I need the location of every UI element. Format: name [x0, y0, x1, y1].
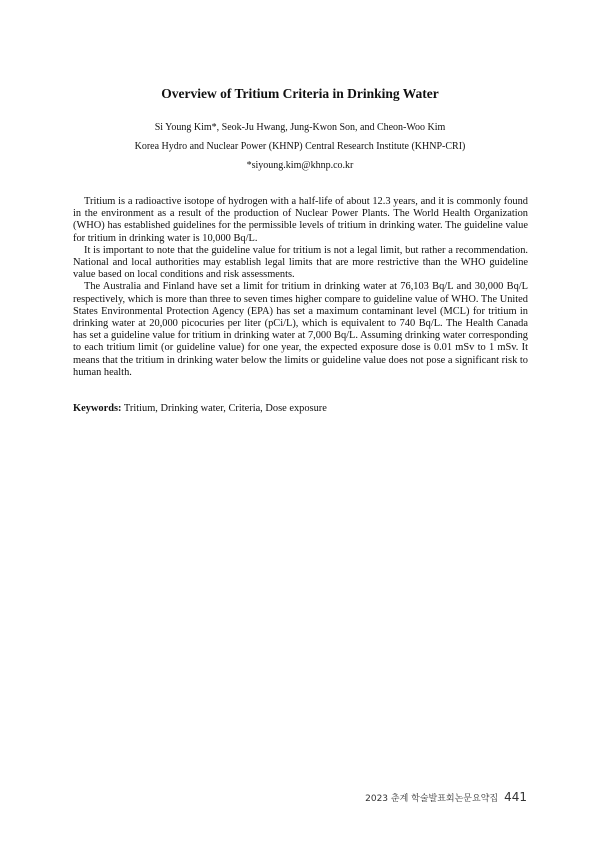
abstract-paragraph: Tritium is a radioactive isotope of hydrogen with a half-life of about 12.3 years, and it is commonly found in the environment as a result of the production of Nuclear Power Plants. The World Health Organization (WHO) has established guidelines for the permissible levels of tritium in drinking water. The guideline value for tritium in drinking water is 10,000 Bq/L.	[73, 196, 528, 244]
abstract-paragraph: It is important to note that the guideline value for tritium is not a legal limit, but rather a recommendation. National and local authorities may establish legal limits that are more restrictive than the WHO guideline value based on local conditions and risk assessments.	[73, 244, 528, 281]
proceedings-name: 2023 춘계 학술발표회논문요약집	[365, 794, 499, 804]
keywords-line	[73, 403, 528, 414]
corresponding-email: *siyoung.kim@khnp.co.kr	[246, 160, 354, 171]
author-list: Si Young Kim*, Seok-Ju Hwang, Jung-Kwon Son, and Cheon-Woo Kim	[154, 122, 446, 133]
affiliation: Korea Hydro and Nuclear Power (KHNP) Central Research Institute (KHNP-CRI)	[134, 141, 466, 152]
page-number: 441	[504, 790, 527, 804]
abstract	[73, 196, 528, 379]
keywords-text: Tritium, Drinking water, Criteria, Dose exposure	[123, 403, 327, 414]
keywords-label: Keywords:	[73, 403, 122, 414]
page-footer	[365, 790, 527, 804]
paper-title: Overview of Tritium Criteria in Drinking Water	[161, 86, 439, 101]
abstract-paragraph: The Australia and Finland have set a limit for tritium in drinking water at 76,103 Bq/L and 30,000 Bq/L respectively, which is more than three to seven times higher compare to guideline value of WHO. The United States Environmental Protection Agency (EPA) has set a maximum contaminant level (MCL) for tritium in drinking water at 20,000 picocuries per liter (pCi/L), which is equivalent to 740 Bq/L. The Health Canada has set a guideline value for tritium in drinking water at 7,000 Bq/L. Assuming drinking water corresponding to each tritium limit (or guideline value) for one year, the expected exposure dose is 0.01 mSv to 1 mSv. It means that the tritium in drinking water below the limits or guideline value does not pose a significant risk to human health.	[73, 281, 528, 378]
